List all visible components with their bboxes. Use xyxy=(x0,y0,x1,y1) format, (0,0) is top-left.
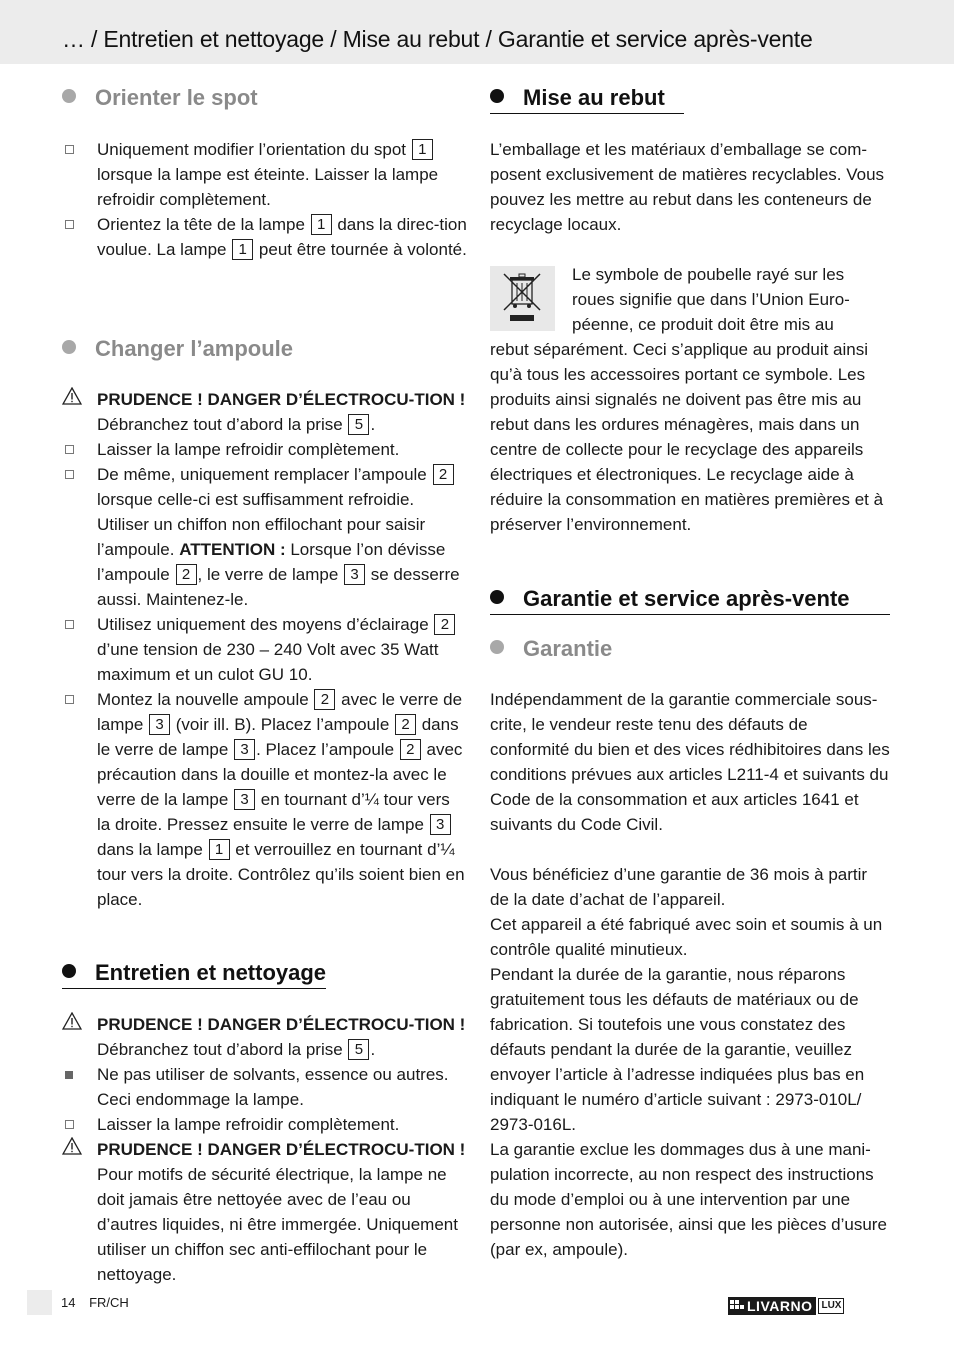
ref-number: 3 xyxy=(430,814,451,835)
ref-number: 3 xyxy=(344,564,365,585)
checkbox-bullet-icon xyxy=(65,695,74,704)
warning-icon xyxy=(62,387,82,405)
checkbox-bullet-icon xyxy=(65,445,74,454)
ref-number: 5 xyxy=(348,1039,369,1060)
list-item: Laisser la lampe refroidir complètement. xyxy=(97,437,467,462)
page-header xyxy=(0,0,954,64)
checkbox-bullet-icon xyxy=(65,145,74,154)
bullet-dot-icon xyxy=(490,590,504,604)
list-item: Ne pas utiliser de solvants, essence ou autres. Ceci endommage la lampe. xyxy=(97,1062,467,1112)
warning-icon xyxy=(62,1012,82,1030)
paragraph: Indépendamment de la garantie commerciale sous-crite, le vendeur reste tenu des défauts de conformité du bien et des vices rédhibitoires dans les conditions prévues aux articles L211-4 et suivants du Code de la consommation et aux articles 1641 et suivants du Code Civil. xyxy=(490,690,890,834)
list-item: Orientez la tête de la lampe 1 dans la direc-tion voulue. La lampe 1 peut être tournée à volonté. xyxy=(97,212,467,262)
ref-number: 2 xyxy=(314,689,335,710)
bullet-dot-icon xyxy=(62,340,76,354)
heading-entretien: Entretien et nettoyage xyxy=(62,960,326,989)
page-title: … / Entretien et nettoyage / Mise au rebut / Garantie et service après-vente xyxy=(62,26,813,52)
page-number: 14 xyxy=(61,1295,76,1310)
bullet-dot-icon xyxy=(490,640,504,654)
checkbox-bullet-icon xyxy=(65,220,74,229)
paragraph: rebut séparément. Ceci s’applique au produit ainsi qu’à tous les accessoires portant ce symbole. Les produits ainsi signalés ne doivent pas être mis au rebut dans les ordures ménagères, mais dans un centre de collecte pour le recyclage des appareils électriques et électroniques. Le recyclage aide à réduire la consommation en matières premières et à préserver l’environnement. xyxy=(490,340,884,534)
paragraph: Cet appareil a été fabriqué avec soin et soumis à un contrôle qualité minutieux. xyxy=(490,915,883,959)
bullet-dot-icon xyxy=(62,964,76,978)
list-item: De même, uniquement remplacer l’ampoule 2 lorsque celle-ci est suffisamment refroidie. Utiliser un chiffon non effilochant pour saisir l’ampoule. ATTENTION : Lorsque l’on dévisse l’ampoule 2 , le verre de lampe 3 se desserre aussi. Maintenez-le. xyxy=(97,462,467,612)
heading-rebut: Mise au rebut xyxy=(490,85,684,114)
ref-number: 3 xyxy=(149,714,170,735)
page-number-tab xyxy=(27,1290,52,1315)
heading-garantie-service: Garantie et service après-vente xyxy=(490,586,890,615)
heading-orienter: Orienter le spot xyxy=(62,85,258,111)
ref-number: 2 xyxy=(395,714,416,735)
heading-garantie: Garantie xyxy=(490,636,612,662)
warning-item: PRUDENCE ! DANGER D’ÉLECTROCU-TION ! Débranchez tout d’abord la prise 5 . xyxy=(97,387,467,437)
ref-number: 3 xyxy=(234,739,255,760)
ref-number: 2 xyxy=(400,739,421,760)
paragraph: La garantie exclue les dommages dus à une mani-pulation incorrecte, au non respect des instructions du mode d’emploi ou à une intervention par une personne non autorisée, ainsi que les pièces d’usure (par ex, ampoule). xyxy=(490,1140,887,1259)
warning-item: PRUDENCE ! DANGER D’ÉLECTROCU-TION ! Débranchez tout d’abord la prise 5 . xyxy=(97,1012,467,1062)
logo-sub-text: LUX xyxy=(818,1298,844,1314)
language-code: FR/CH xyxy=(89,1295,129,1310)
weee-bin-icon xyxy=(490,266,555,331)
warning-icon xyxy=(62,1137,82,1155)
checkbox-bullet-icon xyxy=(65,1120,74,1129)
ref-number: 1 xyxy=(311,214,332,235)
logo-grid-icon xyxy=(730,1300,744,1312)
bullet-dot-icon xyxy=(490,89,504,103)
list-item: Utilisez uniquement des moyens d’éclairage 2 d’une tension de 230 – 240 Volt avec 35 Watt maximum et un culot GU 10. xyxy=(97,612,467,687)
bullet-dot-icon xyxy=(62,89,76,103)
ref-number: 5 xyxy=(348,414,369,435)
warning-item: PRUDENCE ! DANGER D’ÉLECTROCU-TION ! Pour motifs de sécurité électrique, la lampe ne doit jamais être nettoyée avec de l’eau ou d’autres liquides, ni être immergée. Uniquement utiliser un chiffon sec anti-effilochant pour le nettoyage. xyxy=(97,1137,467,1287)
page-footer xyxy=(61,1295,129,1310)
list-item: Laisser la lampe refroidir complètement. xyxy=(97,1112,467,1137)
filled-bullet-icon xyxy=(65,1071,73,1079)
ref-number: 1 xyxy=(209,839,230,860)
ref-number: 2 xyxy=(176,564,197,585)
ref-number: 1 xyxy=(232,239,253,260)
paragraph: L’emballage et les matériaux d’emballage se com-posent exclusivement de matières recyclables. Vous pouvez les mettre au rebut dans les conteneurs de recyclage locaux. xyxy=(490,140,885,234)
paragraph: Pendant la durée de la garantie, nous réparons gratuitement tous les défauts de matériaux ou de fabrication. Si toutefois une vous constatez des défauts pendant la durée de la garantie, veuillez envoyer l’article à l’adresse indiquées plus bas en indiquant le numéro d’article suivant : 2973-010L/ 2973-016L. xyxy=(490,965,865,1134)
heading-ampoule: Changer l’ampoule xyxy=(62,336,293,362)
checkbox-bullet-icon xyxy=(65,470,74,479)
list-item: Montez la nouvelle ampoule 2 avec le verre de lampe 3 (voir ill. B). Placez l’ampoule 2 dans le verre de lampe 3 . Placez l’ampoule 2 avec précaution dans la douille et montez-la avec le verre de la lampe 3 en tournant d’¼ tour vers la droite. Pressez ensuite le verre de lampe 3 dans la lampe 1 et verrouillez en tournant d’¼ tour vers la droite. Contrôlez qu’ils soient bien en place. xyxy=(97,687,467,912)
paragraph: Le symbole de poubelle rayé sur les roues signifie que dans l’Union Euro-péenne, ce produit doit être mis au xyxy=(572,265,850,334)
list-item: Uniquement modifier l’orientation du spot 1 lorsque la lampe est éteinte. Laisser la lampe refroidir complètement. xyxy=(97,137,467,212)
ref-number: 2 xyxy=(433,464,454,485)
ref-number: 1 xyxy=(412,139,433,160)
checkbox-bullet-icon xyxy=(65,620,74,629)
ref-number: 2 xyxy=(434,614,455,635)
livarno-logo xyxy=(728,1297,844,1315)
logo-text: LIVARNO xyxy=(747,1298,813,1314)
ref-number: 3 xyxy=(234,789,255,810)
paragraph: Vous bénéficiez d’une garantie de 36 mois à partir de la date d’achat de l’appareil. xyxy=(490,865,868,909)
